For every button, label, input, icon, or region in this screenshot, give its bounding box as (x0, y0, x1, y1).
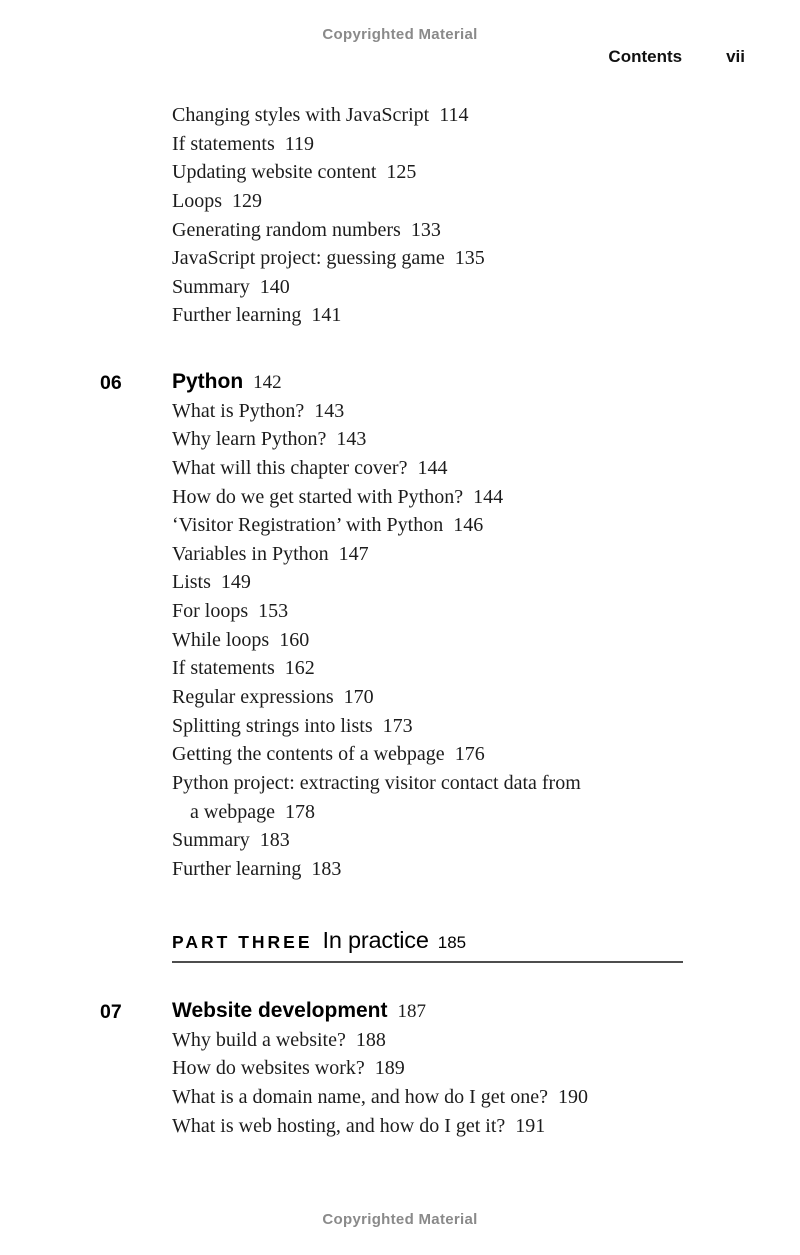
running-head-title: Contents (608, 47, 683, 66)
toc-entry-label: Lists (172, 571, 211, 594)
toc-entry-label: Why build a website? (172, 1028, 346, 1051)
toc-entry-row (172, 683, 591, 712)
toc-entry-row (172, 855, 591, 884)
copyright-banner-top: Copyrighted Material (322, 26, 478, 43)
chapter-07-title: Website development (172, 999, 388, 1022)
toc-entry-page-number: 146 (453, 514, 484, 537)
toc-entry-page-number: 129 (232, 189, 262, 212)
toc-entry-row (172, 244, 485, 273)
toc-entry-row (172, 216, 485, 245)
toc-entry-label: What will this chapter cover? (172, 456, 408, 479)
toc-entry-page-number: 133 (410, 218, 441, 241)
toc-entry-label: What is Python? (172, 399, 305, 422)
toc-entry-label: How do websites work? (172, 1057, 365, 1080)
chapter-06-number: 06 (100, 372, 122, 394)
toc-entry-page-number: 143 (336, 428, 367, 451)
toc-entry-label: For loops (172, 600, 249, 623)
toc-entry-label: Further learning (172, 304, 302, 327)
running-head-page-number: vii (726, 47, 745, 66)
toc-entry-label: Changing styles with JavaScript (172, 104, 430, 126)
toc-entry-page-number: 189 (374, 1057, 405, 1080)
toc-entry-row (172, 301, 485, 330)
toc-entry-label: Splitting strings into lists (172, 714, 373, 737)
chapter-06-page-number: 142 (253, 372, 282, 393)
part-three-heading (172, 927, 466, 954)
toc-entry-row (172, 1054, 588, 1083)
toc-entry-row (172, 540, 591, 569)
chapter-06-section (100, 368, 591, 884)
toc-entry-label: Summary (172, 275, 250, 298)
toc-entry-page-number: 190 (558, 1085, 588, 1108)
toc-entry-label: While loops (172, 628, 270, 651)
toc-entry-page-number: 149 (220, 571, 251, 594)
toc-entry-page-number: 183 (311, 857, 342, 880)
toc-entry-label: What is web hosting, and how do I get it? (172, 1114, 506, 1137)
toc-entry-row (172, 273, 485, 302)
toc-entry-row (172, 1083, 588, 1112)
part-three-rule (172, 961, 683, 963)
running-head (608, 47, 745, 67)
chapter-07-section (100, 997, 588, 1140)
toc-entry-label: Summary (172, 829, 250, 852)
chapter-07-entries (172, 1026, 588, 1141)
toc-entry-label: Why learn Python? (172, 428, 327, 451)
toc-entry-label: If statements (172, 132, 275, 155)
toc-entry-row (172, 454, 591, 483)
toc-entry-page-number: 162 (284, 657, 315, 680)
chapter-07-page-number: 187 (397, 1001, 426, 1022)
toc-entry-label: Regular expressions (172, 686, 334, 709)
toc-entry-page-number: 119 (284, 132, 315, 155)
toc-entry-page-number: 114 (439, 104, 469, 126)
toc-entry-row (172, 712, 591, 741)
toc-entry-label: Generating random numbers (172, 218, 401, 241)
toc-entry-label: Updating website content (172, 161, 377, 184)
toc-entry-page-number: 188 (355, 1028, 386, 1051)
toc-entry-label: Python project: extracting visitor contact data from (172, 771, 581, 794)
toc-entry-page-number: 140 (259, 275, 290, 298)
toc-entry-row (172, 483, 591, 512)
toc-entry-page-number: 178 (284, 800, 315, 823)
toc-entry-page-number: 135 (454, 247, 485, 270)
toc-entry-row (172, 1026, 588, 1055)
chapter-06-entries (172, 397, 591, 884)
chapter-06-heading (100, 368, 591, 397)
toc-entry-row (172, 597, 591, 626)
chapter-06-title: Python (172, 370, 244, 393)
toc-entry-label: JavaScript project: guessing game (172, 247, 445, 270)
toc-entry-row (172, 798, 591, 827)
toc-entry-label: a webpage (190, 800, 275, 823)
toc-entry-row (172, 654, 591, 683)
toc-entry-page-number: 125 (386, 161, 417, 184)
chapter-07-heading (100, 997, 588, 1026)
chapter-07-number: 07 (100, 1001, 122, 1023)
toc-entry-row (172, 101, 485, 130)
toc-entry-label: Further learning (172, 857, 302, 880)
toc-entry-label: Variables in Python (172, 542, 329, 565)
toc-entry-row (172, 769, 591, 798)
toc-entry-label: Loops (172, 189, 222, 212)
toc-entry-page-number: 170 (343, 686, 374, 709)
toc-entry-page-number: 183 (259, 829, 290, 852)
toc-entry-page-number: 176 (454, 743, 485, 766)
toc-entry-row (172, 511, 591, 540)
toc-entry-label: What is a domain name, and how do I get one? (172, 1085, 548, 1108)
toc-entry-label: How do we get started with Python? (172, 485, 464, 508)
toc-entry-row (172, 1112, 588, 1141)
copyright-banner-bottom: Copyrighted Material (322, 1211, 478, 1228)
chapter-05-entries-section (172, 101, 485, 330)
toc-entry-row (172, 130, 485, 159)
toc-entry-row (172, 626, 591, 655)
toc-entry-page-number: 173 (382, 714, 413, 737)
toc-entry-page-number: 141 (311, 304, 342, 327)
toc-entry-page-number: 144 (473, 485, 504, 508)
toc-entry-row (172, 425, 591, 454)
toc-entry-page-number: 147 (338, 542, 369, 565)
toc-entry-label: ‘Visitor Registration’ with Python (172, 514, 444, 537)
toc-entry-row (172, 158, 485, 187)
toc-entry-row (172, 826, 591, 855)
part-three-title: In practice (322, 927, 429, 953)
toc-entry-page-number: 144 (417, 456, 448, 479)
toc-entry-label: Getting the contents of a webpage (172, 743, 445, 766)
toc-entry-row (172, 397, 591, 426)
toc-entry-row (172, 740, 591, 769)
toc-entry-row (172, 187, 485, 216)
toc-entry-page-number: 160 (279, 628, 310, 651)
toc-entry-row (172, 568, 591, 597)
toc-entry-page-number: 191 (515, 1114, 546, 1137)
part-three-page-number: 185 (437, 933, 467, 952)
part-three-kicker: PART THREE (172, 932, 313, 952)
toc-entry-page-number: 153 (258, 600, 289, 623)
toc-entry-page-number: 143 (314, 399, 345, 422)
toc-entry-label: If statements (172, 657, 275, 680)
